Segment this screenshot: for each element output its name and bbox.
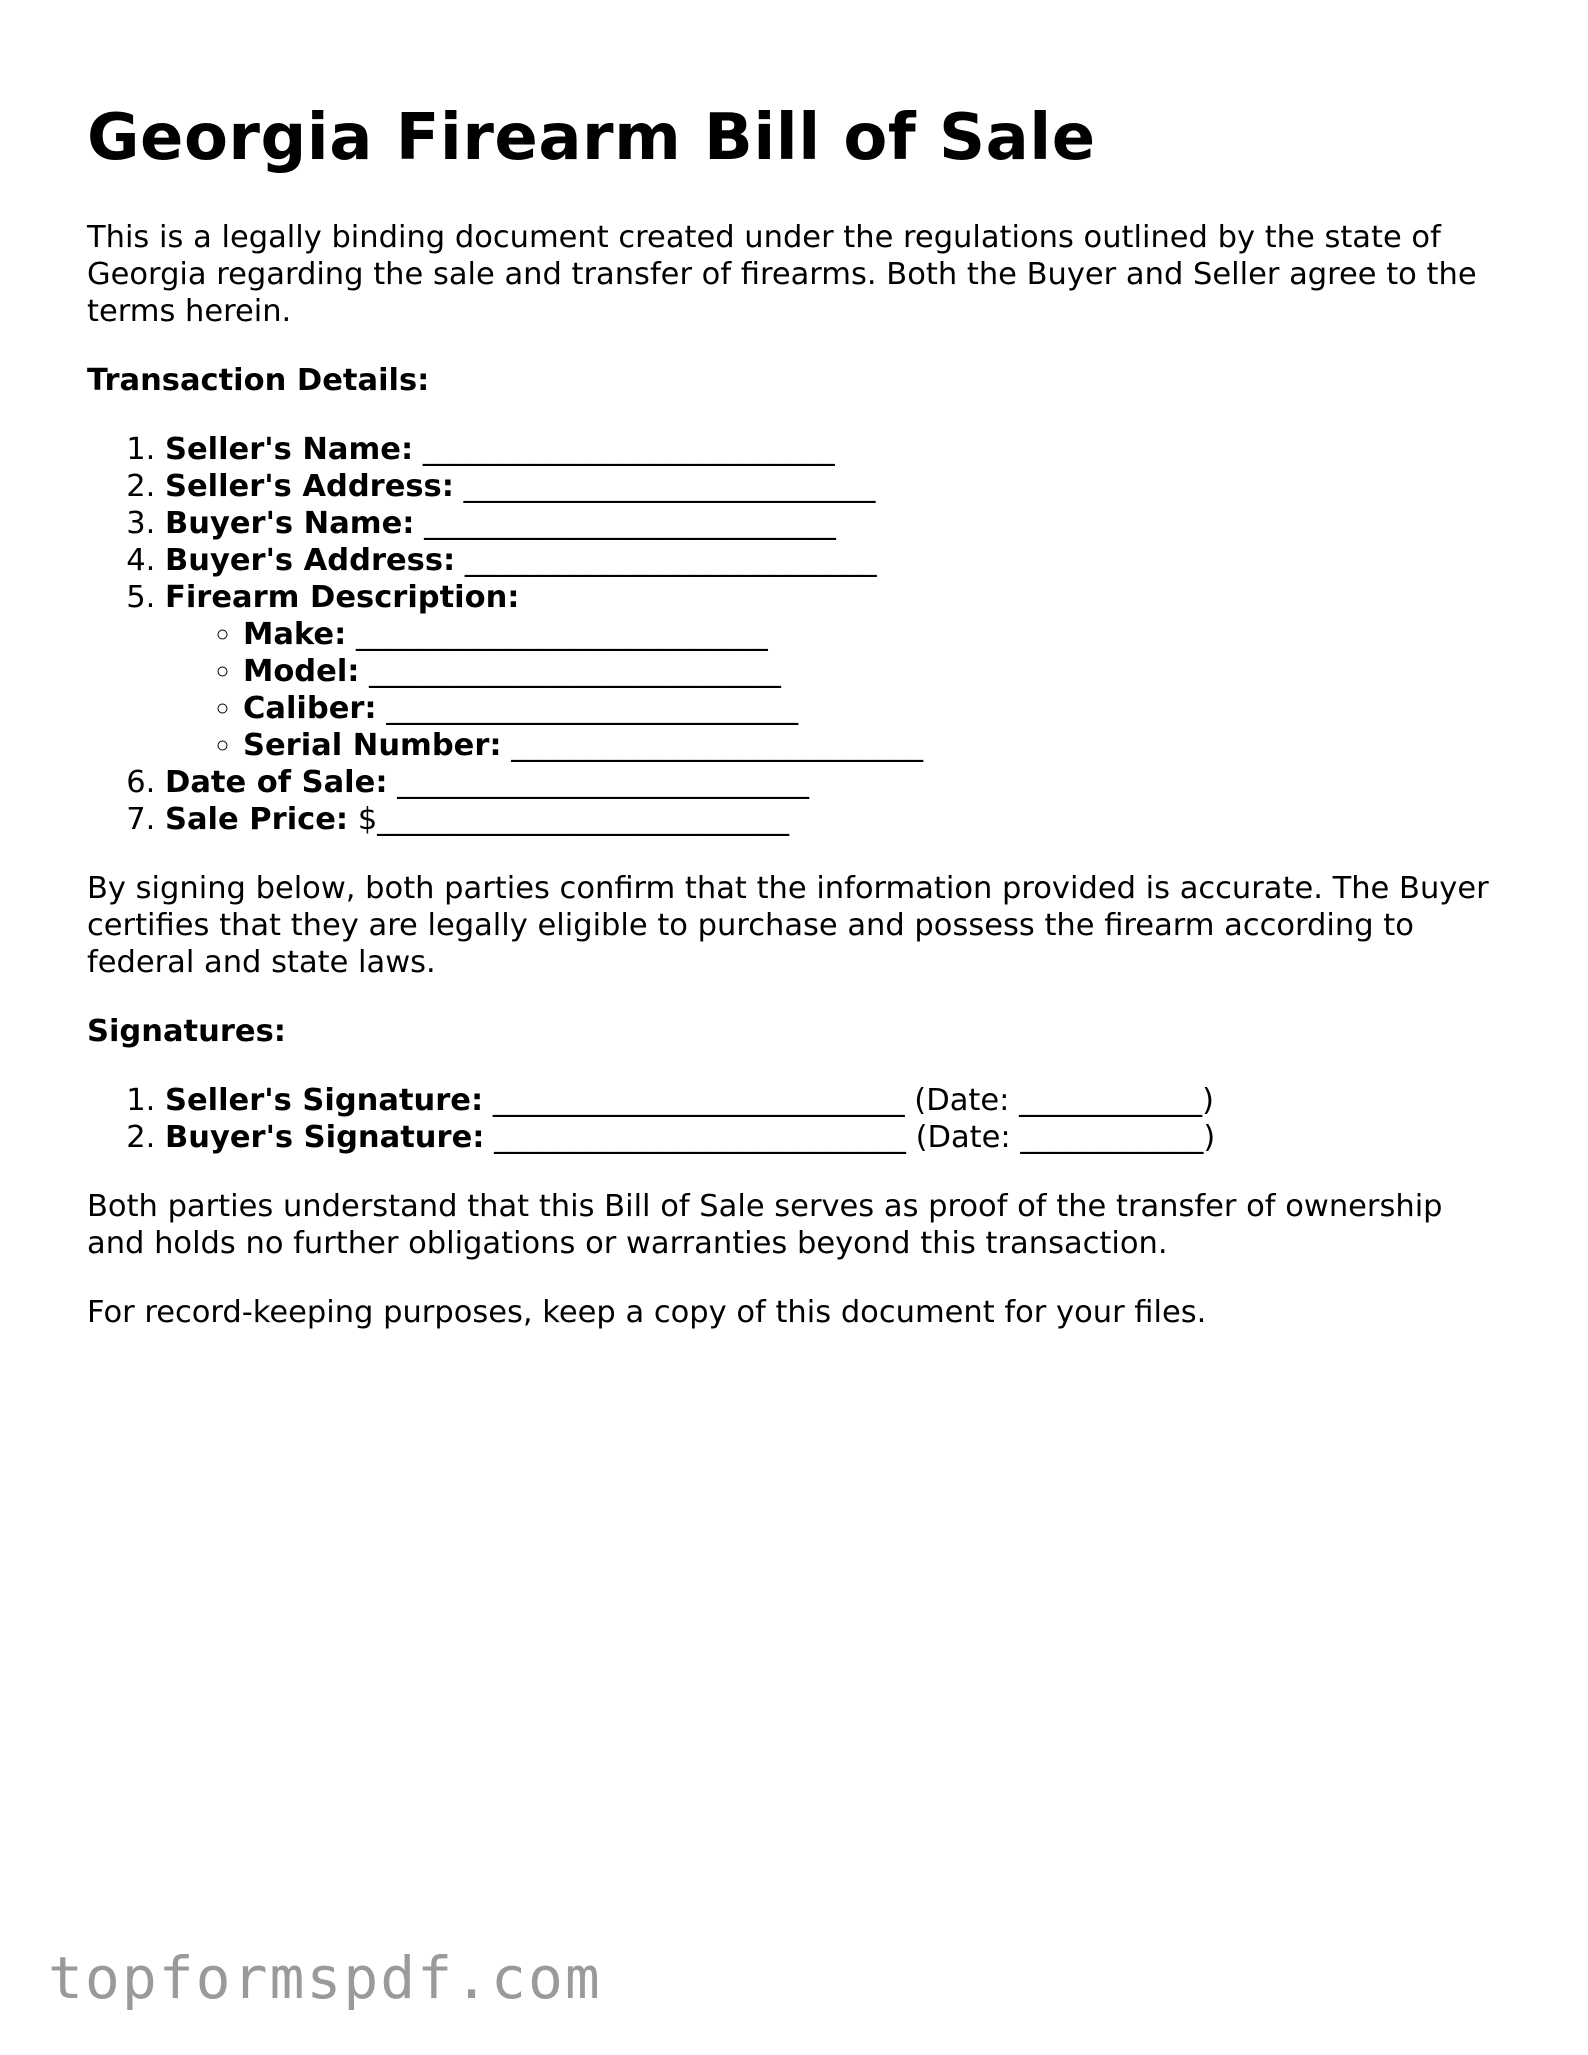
intro-paragraph: This is a legally binding document created under the regulations outlined by the state of Georgia regarding the sale and transfer of firearms. Both the Buyer and Seller agree to the terms herein. — [87, 219, 1477, 329]
signature-blank[interactable]: ___________________________ (Date: ____________) — [484, 1119, 1216, 1155]
signature-blank[interactable]: ___________________________ (Date: ____________) — [483, 1082, 1214, 1118]
field-label: Sale Price: — [165, 801, 349, 837]
signatures-heading: Signatures: — [87, 1013, 286, 1049]
confirmation-paragraph: By signing below, both parties confirm that the information provided is accurate. The Buyer certifies that they are legally eligible to purchase and possess the firearm according to federal and state laws. — [87, 870, 1489, 980]
fill-in-blank[interactable]: ___________________________ — [414, 505, 836, 541]
record-keeping-paragraph: For record-keeping purposes, keep a copy of this document for your files. — [87, 1294, 1207, 1330]
fill-in-blank[interactable]: ___________________________ — [387, 764, 809, 800]
fill-in-blank[interactable]: ___________________________ — [359, 653, 781, 689]
list-item-sellers-name — [165, 431, 1507, 468]
fill-in-blank[interactable]: ___________________________ — [455, 542, 877, 578]
list-item-date-of-sale — [165, 764, 1507, 801]
fill-in-blank[interactable]: ___________________________ — [453, 468, 876, 504]
firearm-description-list — [165, 616, 1507, 764]
field-label: Model: — [243, 653, 360, 689]
field-label: Date of Sale: — [165, 764, 388, 800]
field-label: Seller's Signature: — [165, 1082, 484, 1118]
list-item-sellers-address — [165, 468, 1507, 505]
field-label: Buyer's Signature: — [165, 1119, 485, 1155]
list-item-sale-price — [165, 801, 1507, 838]
signatures-list — [87, 1082, 1507, 1156]
list-item-seller-signature — [165, 1082, 1507, 1119]
field-label: Buyer's Name: — [165, 505, 415, 541]
field-label: Seller's Name: — [165, 431, 414, 467]
document-page — [87, 100, 1507, 1363]
ownership-paragraph: Both parties understand that this Bill of Sale serves as proof of the transfer of ownership and holds no further obligations or warranties beyond this transaction. — [87, 1188, 1443, 1261]
transaction-details-heading: Transaction Details: — [87, 362, 430, 398]
list-item-firearm-description — [165, 579, 1507, 764]
transaction-details-list — [87, 431, 1507, 838]
list-item-make — [243, 616, 1507, 653]
field-label: Buyer's Address: — [165, 542, 456, 578]
fill-in-blank[interactable]: ___________________________ — [376, 690, 799, 726]
list-item-serial-number — [243, 727, 1507, 764]
field-label: Serial Number: — [243, 727, 502, 763]
fill-in-blank[interactable]: $___________________________ — [348, 801, 789, 837]
list-item-buyers-address — [165, 542, 1507, 579]
field-label: Caliber: — [243, 690, 377, 726]
document-title: Georgia Firearm Bill of Sale — [87, 101, 1096, 175]
site-watermark: topformspdf.com — [48, 1944, 602, 2012]
list-item-buyers-name — [165, 505, 1507, 542]
fill-in-blank[interactable]: ___________________________ — [346, 616, 768, 652]
field-label: Seller's Address: — [165, 468, 454, 504]
list-item-model — [243, 653, 1507, 690]
field-label: Make: — [243, 616, 347, 652]
field-label: Firearm Description: — [165, 579, 520, 615]
fill-in-blank[interactable]: ___________________________ — [413, 431, 835, 467]
fill-in-blank[interactable]: ___________________________ — [501, 727, 924, 763]
list-item-caliber — [243, 690, 1507, 727]
list-item-buyer-signature — [165, 1119, 1507, 1156]
